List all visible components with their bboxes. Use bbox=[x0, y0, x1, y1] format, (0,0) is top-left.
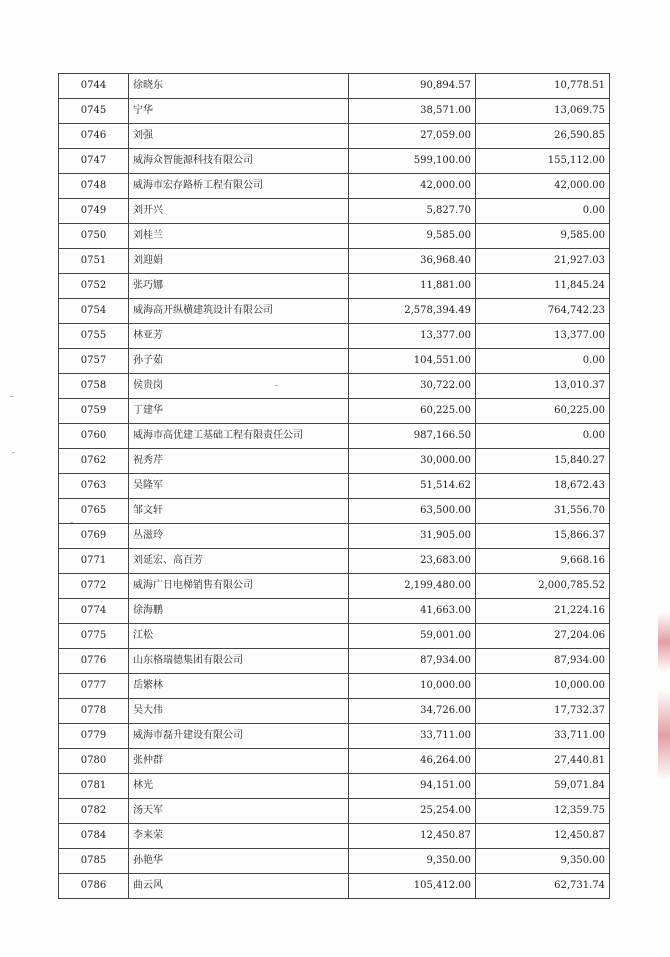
table-row bbox=[59, 649, 610, 674]
row-amount-b-cell: 62,731.74 bbox=[476, 874, 610, 899]
row-id-cell: 0760 bbox=[59, 424, 129, 449]
row-amount-a-cell: 90,894.57 bbox=[349, 74, 476, 99]
table-row bbox=[59, 99, 610, 124]
table-row bbox=[59, 474, 610, 499]
row-id-cell: 0752 bbox=[59, 274, 129, 299]
row-name-cell: 侯贵岗 bbox=[129, 374, 349, 399]
row-id-cell: 0782 bbox=[59, 799, 129, 824]
row-id-cell: 0785 bbox=[59, 849, 129, 874]
table-row bbox=[59, 324, 610, 349]
row-amount-a-cell: 46,264.00 bbox=[349, 749, 476, 774]
table-row bbox=[59, 74, 610, 99]
row-id-cell: 0744 bbox=[59, 74, 129, 99]
table-row bbox=[59, 849, 610, 874]
row-amount-a-cell: 987,166.50 bbox=[349, 424, 476, 449]
row-amount-b-cell: 60,225.00 bbox=[476, 399, 610, 424]
row-amount-a-cell: 38,571.00 bbox=[349, 99, 476, 124]
row-id-cell: 0748 bbox=[59, 174, 129, 199]
row-name-cell: 张巧娜 bbox=[129, 274, 349, 299]
row-name-cell: 威海市高优建工基础工程有限责任公司 bbox=[129, 424, 349, 449]
table-row bbox=[59, 449, 610, 474]
table-row bbox=[59, 874, 610, 899]
row-id-cell: 0763 bbox=[59, 474, 129, 499]
row-amount-a-cell: 60,225.00 bbox=[349, 399, 476, 424]
table-row bbox=[59, 524, 610, 549]
row-amount-a-cell: 33,711.00 bbox=[349, 724, 476, 749]
row-amount-b-cell: 9,668.16 bbox=[476, 549, 610, 574]
row-amount-a-cell: 87,934.00 bbox=[349, 649, 476, 674]
row-amount-b-cell: 0.00 bbox=[476, 199, 610, 224]
row-amount-a-cell: 12,450.87 bbox=[349, 824, 476, 849]
row-amount-b-cell: 11,845.24 bbox=[476, 274, 610, 299]
row-amount-b-cell: 26,590.85 bbox=[476, 124, 610, 149]
seal-edge-mark bbox=[658, 690, 670, 780]
ledger-body bbox=[59, 74, 610, 899]
scan-speck bbox=[10, 396, 13, 397]
row-amount-a-cell: 94,151.00 bbox=[349, 774, 476, 799]
row-amount-b-cell: 21,927.03 bbox=[476, 249, 610, 274]
row-amount-a-cell: 23,683.00 bbox=[349, 549, 476, 574]
table-row bbox=[59, 424, 610, 449]
row-name-cell: 刘迎娟 bbox=[129, 249, 349, 274]
row-name-cell: 威海广日电梯销售有限公司 bbox=[129, 574, 349, 599]
row-amount-b-cell: 764,742.23 bbox=[476, 299, 610, 324]
table-row bbox=[59, 799, 610, 824]
row-name-cell: 丛滋玲 bbox=[129, 524, 349, 549]
row-amount-a-cell: 59,001.00 bbox=[349, 624, 476, 649]
row-amount-b-cell: 0.00 bbox=[476, 424, 610, 449]
row-name-cell: 丁建华 bbox=[129, 399, 349, 424]
ledger-table bbox=[58, 73, 610, 899]
row-amount-a-cell: 30,000.00 bbox=[349, 449, 476, 474]
row-id-cell: 0778 bbox=[59, 699, 129, 724]
row-name-cell: 刘开兴 bbox=[129, 199, 349, 224]
row-amount-b-cell: 13,377.00 bbox=[476, 324, 610, 349]
row-name-cell: 山东格瑞德集团有限公司 bbox=[129, 649, 349, 674]
row-id-cell: 0769 bbox=[59, 524, 129, 549]
row-id-cell: 0749 bbox=[59, 199, 129, 224]
row-name-cell: 威海高开纵横建筑设计有限公司 bbox=[129, 299, 349, 324]
row-name-cell: 徐晓东 bbox=[129, 74, 349, 99]
row-id-cell: 0771 bbox=[59, 549, 129, 574]
row-id-cell: 0758 bbox=[59, 374, 129, 399]
row-name-cell: 威海市磊升建设有限公司 bbox=[129, 724, 349, 749]
row-id-cell: 0781 bbox=[59, 774, 129, 799]
row-amount-b-cell: 12,359.75 bbox=[476, 799, 610, 824]
table-row bbox=[59, 599, 610, 624]
row-id-cell: 0784 bbox=[59, 824, 129, 849]
row-amount-a-cell: 36,968.40 bbox=[349, 249, 476, 274]
row-name-cell: 李来荣 bbox=[129, 824, 349, 849]
row-name-cell: 刘强 bbox=[129, 124, 349, 149]
row-amount-b-cell: 18,672.43 bbox=[476, 474, 610, 499]
row-amount-b-cell: 42,000.00 bbox=[476, 174, 610, 199]
row-id-cell: 0786 bbox=[59, 874, 129, 899]
row-name-cell: 徐海鹏 bbox=[129, 599, 349, 624]
row-name-cell: 吴大伟 bbox=[129, 699, 349, 724]
row-amount-b-cell: 27,440.81 bbox=[476, 749, 610, 774]
row-id-cell: 0774 bbox=[59, 599, 129, 624]
row-amount-b-cell: 155,112.00 bbox=[476, 149, 610, 174]
row-amount-b-cell: 9,350.00 bbox=[476, 849, 610, 874]
row-amount-a-cell: 63,500.00 bbox=[349, 499, 476, 524]
row-name-cell: 宁华 bbox=[129, 99, 349, 124]
row-id-cell: 0745 bbox=[59, 99, 129, 124]
row-amount-a-cell: 9,585.00 bbox=[349, 224, 476, 249]
row-amount-a-cell: 10,000.00 bbox=[349, 674, 476, 699]
row-amount-a-cell: 25,254.00 bbox=[349, 799, 476, 824]
row-id-cell: 0757 bbox=[59, 349, 129, 374]
table-row bbox=[59, 349, 610, 374]
row-name-cell: 刘延宏、高百芳 bbox=[129, 549, 349, 574]
table-row bbox=[59, 574, 610, 599]
row-name-cell: 威海市宏存路桥工程有限公司 bbox=[129, 174, 349, 199]
row-id-cell: 0780 bbox=[59, 749, 129, 774]
scan-speck bbox=[275, 385, 278, 386]
row-amount-b-cell: 15,840.27 bbox=[476, 449, 610, 474]
table-row bbox=[59, 124, 610, 149]
row-amount-b-cell: 13,010.37 bbox=[476, 374, 610, 399]
row-amount-a-cell: 51,514.62 bbox=[349, 474, 476, 499]
table-row bbox=[59, 399, 610, 424]
row-amount-b-cell: 10,778.51 bbox=[476, 74, 610, 99]
row-id-cell: 0747 bbox=[59, 149, 129, 174]
table-row bbox=[59, 249, 610, 274]
row-amount-a-cell: 11,881.00 bbox=[349, 274, 476, 299]
table-row bbox=[59, 299, 610, 324]
seal-edge-mark bbox=[658, 612, 670, 672]
row-amount-b-cell: 2,000,785.52 bbox=[476, 574, 610, 599]
table-row bbox=[59, 824, 610, 849]
row-amount-a-cell: 104,551.00 bbox=[349, 349, 476, 374]
row-amount-b-cell: 87,934.00 bbox=[476, 649, 610, 674]
row-id-cell: 0746 bbox=[59, 124, 129, 149]
scan-speck bbox=[70, 522, 73, 523]
row-name-cell: 祝秀芹 bbox=[129, 449, 349, 474]
row-name-cell: 孙子茹 bbox=[129, 349, 349, 374]
row-amount-a-cell: 5,827.70 bbox=[349, 199, 476, 224]
row-amount-b-cell: 31,556.70 bbox=[476, 499, 610, 524]
row-name-cell: 吴隆军 bbox=[129, 474, 349, 499]
row-amount-b-cell: 27,204.06 bbox=[476, 624, 610, 649]
table-row bbox=[59, 624, 610, 649]
row-name-cell: 邹文轩 bbox=[129, 499, 349, 524]
table-row bbox=[59, 674, 610, 699]
table-row bbox=[59, 274, 610, 299]
row-name-cell: 张仲群 bbox=[129, 749, 349, 774]
table-row bbox=[59, 699, 610, 724]
table-row bbox=[59, 149, 610, 174]
row-amount-a-cell: 30,722.00 bbox=[349, 374, 476, 399]
row-amount-b-cell: 17,732.37 bbox=[476, 699, 610, 724]
row-id-cell: 0775 bbox=[59, 624, 129, 649]
row-name-cell: 威海众智能源科技有限公司 bbox=[129, 149, 349, 174]
row-amount-a-cell: 13,377.00 bbox=[349, 324, 476, 349]
row-amount-b-cell: 10,000.00 bbox=[476, 674, 610, 699]
row-amount-b-cell: 0.00 bbox=[476, 349, 610, 374]
row-id-cell: 0772 bbox=[59, 574, 129, 599]
table-row bbox=[59, 549, 610, 574]
table-row bbox=[59, 749, 610, 774]
row-name-cell: 林光 bbox=[129, 774, 349, 799]
row-id-cell: 0750 bbox=[59, 224, 129, 249]
row-amount-b-cell: 12,450.87 bbox=[476, 824, 610, 849]
row-id-cell: 0776 bbox=[59, 649, 129, 674]
row-amount-b-cell: 21,224.16 bbox=[476, 599, 610, 624]
row-id-cell: 0755 bbox=[59, 324, 129, 349]
row-name-cell: 江松 bbox=[129, 624, 349, 649]
row-amount-b-cell: 13,069.75 bbox=[476, 99, 610, 124]
row-amount-a-cell: 41,663.00 bbox=[349, 599, 476, 624]
row-amount-a-cell: 2,199,480.00 bbox=[349, 574, 476, 599]
row-id-cell: 0762 bbox=[59, 449, 129, 474]
row-name-cell: 刘桂兰 bbox=[129, 224, 349, 249]
row-amount-a-cell: 9,350.00 bbox=[349, 849, 476, 874]
table-row bbox=[59, 174, 610, 199]
row-id-cell: 0779 bbox=[59, 724, 129, 749]
table-row bbox=[59, 199, 610, 224]
row-amount-a-cell: 27,059.00 bbox=[349, 124, 476, 149]
table-row bbox=[59, 724, 610, 749]
scan-speck bbox=[12, 452, 15, 453]
row-amount-a-cell: 105,412.00 bbox=[349, 874, 476, 899]
table-row bbox=[59, 224, 610, 249]
row-id-cell: 0754 bbox=[59, 299, 129, 324]
table-row bbox=[59, 774, 610, 799]
row-amount-a-cell: 34,726.00 bbox=[349, 699, 476, 724]
row-id-cell: 0765 bbox=[59, 499, 129, 524]
row-id-cell: 0751 bbox=[59, 249, 129, 274]
row-name-cell: 汤天军 bbox=[129, 799, 349, 824]
row-amount-a-cell: 2,578,394.49 bbox=[349, 299, 476, 324]
row-amount-b-cell: 15,866.37 bbox=[476, 524, 610, 549]
row-name-cell: 林亚芳 bbox=[129, 324, 349, 349]
row-id-cell: 0759 bbox=[59, 399, 129, 424]
row-amount-b-cell: 9,585.00 bbox=[476, 224, 610, 249]
row-amount-b-cell: 59,071.84 bbox=[476, 774, 610, 799]
table-row bbox=[59, 374, 610, 399]
row-amount-a-cell: 42,000.00 bbox=[349, 174, 476, 199]
row-id-cell: 0777 bbox=[59, 674, 129, 699]
table-row bbox=[59, 499, 610, 524]
row-amount-a-cell: 599,100.00 bbox=[349, 149, 476, 174]
row-amount-b-cell: 33,711.00 bbox=[476, 724, 610, 749]
row-amount-a-cell: 31,905.00 bbox=[349, 524, 476, 549]
row-name-cell: 岳繁林 bbox=[129, 674, 349, 699]
row-name-cell: 孙艳华 bbox=[129, 849, 349, 874]
row-name-cell: 曲云风 bbox=[129, 874, 349, 899]
